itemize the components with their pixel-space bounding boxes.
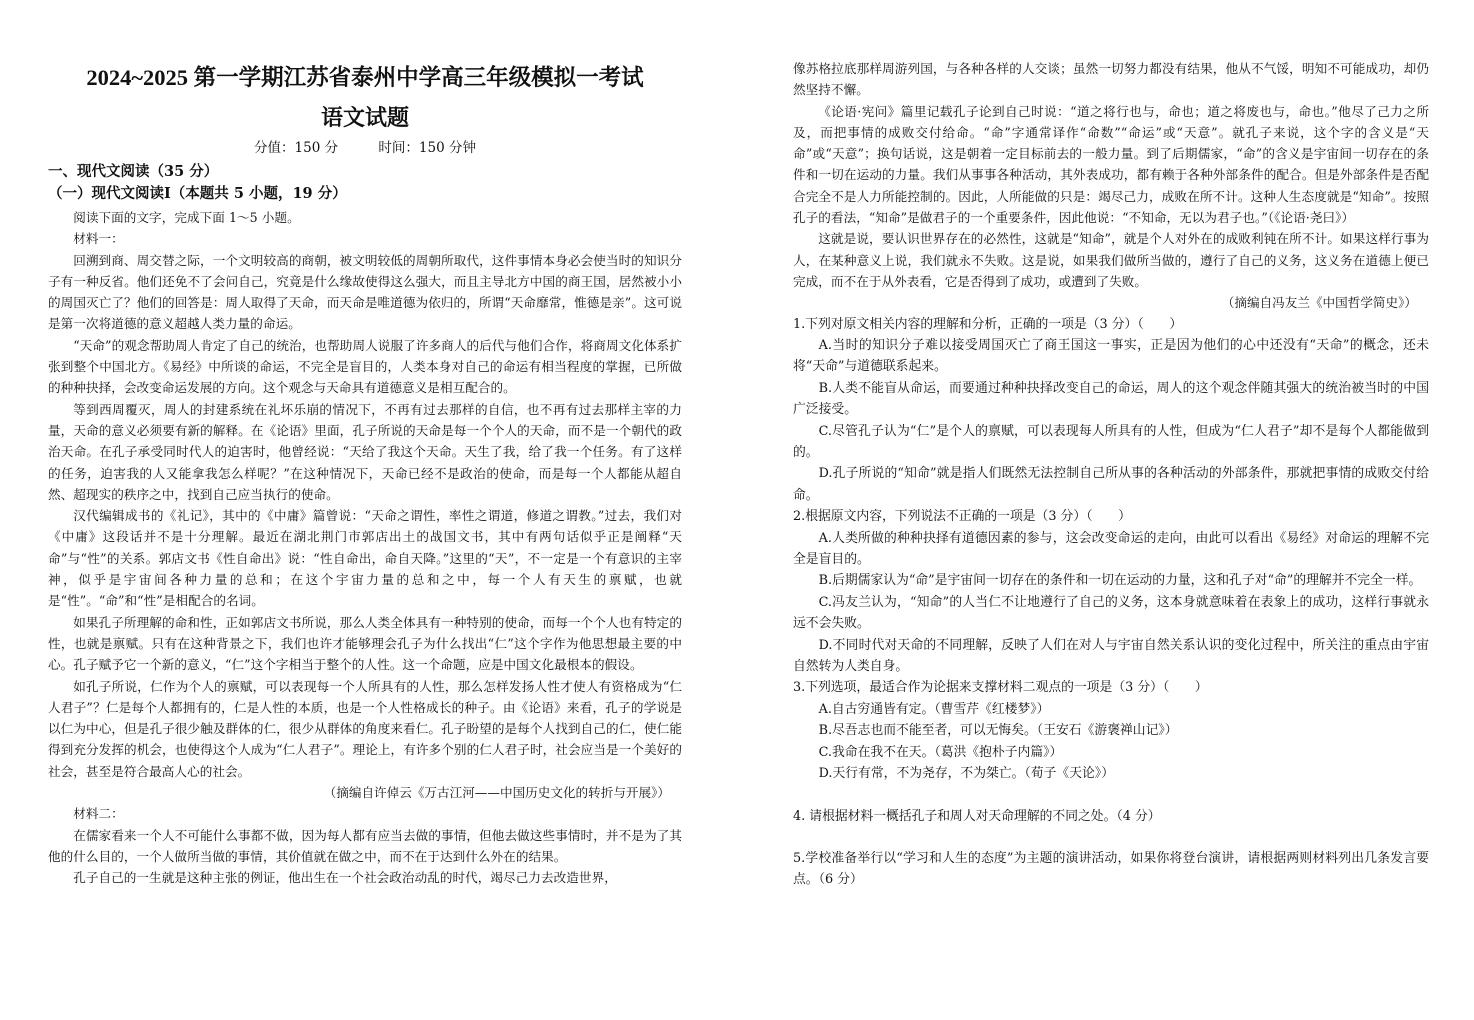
question-stem: 4. 请根据材料一概括孔子和周人对天命理解的不同之处。（4 分） [793,808,1161,824]
material1-paragraph: 如孔子所说，仁作为个人的禀赋，可以表现每一个人所具有的人性，那么怎样发扬人性才使人有资格成为“仁人君子”？仁是每个人都拥有的，仁是人性的本质，也是一个人性格成长的种子。由《论语》来看，孔子的学说是以仁为中心，但是孔子很少触及群体的仁，很少从群体的角度来看仁。孔子盼望的是每个人找到自己的仁，使仁能得到充分发挥的机会，也使得这个人成为“仁人君子”。理论上，有许多个别的仁人君子时，社会应当是一个美好的社会，甚至是符合最高人心的社会。 [48,678,682,779]
section-heading: 一、现代文阅读（35 分） [48,163,219,180]
material2-continuation: 像苏格拉底那样周游列国，与各种各样的人交谈；虽然一切努力都没有结果，他从不气馁，明知不可能成功，却仍然坚持不懈。 [793,61,1429,98]
instruction: 阅读下面的文字，完成下面 1～5 小题。 [73,210,300,225]
question-option: D.孔子所说的“知命”就是指人们既然无法控制自己所从事的各种活动的外部条件，那就把事情的成败交付给命。 [793,466,1429,503]
exam-meta [48,137,682,159]
exam-subtitle: 语文试题 [320,105,409,130]
left-column [48,0,682,1020]
question-stem: 3.下列选项，最适合作为论据来支撑材料二观点的一项是（3 分）（ ） [793,680,1208,696]
question-stem: 5.学校准备举行以“学习和人生的态度”为主题的演讲活动，如果你将登台演讲，请根据两则材料列出几条发言要点。（6 分） [793,850,1429,888]
time-label: 时间：150 分钟 [378,140,476,156]
score-label: 分值：150 分 [254,140,339,156]
question-option: B.人类不能盲从命运，而要通过种种抉择改变自己的命运，周人的这个观念伴随其强大的统治被当时的中国广泛接受。 [793,380,1429,418]
material1-paragraph: 回溯到商、周交替之际，一个文明较高的商朝，被文明较低的周朝所取代，这件事情本身必会使当时的知识分子有一种反省。他们还免不了会问自己，究竟是什么缘故使得这么强大，而且主导北方中国的商王国，居然被小小的周国灭亡了？他们的回答是：周人取得了天命，而天命是唯道德为依归的，所谓“天命靡常，惟德是亲”。这可说是第一次将道德的意义超越人类力量的命运。 [48,252,682,332]
material2-paragraph: 《论语·宪问》篇里记载孔子论到自己时说：“道之将行也与，命也；道之将废也与，命也。”他尽了己力之所及，而把事情的成败交付给命。“命”字通常译作“命数”“命运”或“天意”。就孔子来说，这个字的含义是“天命”或“天意”；换句话说，这是朝着一定目标前去的一般力量。到了后期儒家，“命”的含义是宇宙间一切存在的条件和一切在运动的力量。我们从事事各种活动，其外表成功，都有赖于各种外部条件的配合。但是外部条件是否配合完全不是人力所能控制的。因此，人所能做的只是：竭尽己力，成败在所不计。这种人生态度就是“知命”。按照孔子的看法，“知命”是做君子的一个重要条件，因此他说：“不知命，无以为君子也。”（《论语·尧曰》） [793,103,1429,226]
subsection-heading: （一）现代文阅读Ⅰ（本题共 5 小题，19 分） [48,185,347,202]
material1-paragraph: 如果孔子所理解的命和性，正如郭店文书所说，那么人类全体具有一种特别的使命，而每一个个人也有特定的性，也就是禀赋。只有在这种背景之下，我们也许才能够理会孔子为什么找出“仁”这个字作为他思想最主要的中心。孔子赋予它一个新的意义，“仁”这个字相当于整个的人性。这一个命题，应是中国文化最根本的假设。 [48,614,682,673]
question-option: C.冯友兰认为，“知命”的人当仁不让地遵行了自己的义务，这本身就意味着在表象上的成功，这样行事就永远不会失败。 [793,594,1429,632]
question-stem: 1.下列对原文相关内容的理解和分析，正确的一项是（3 分）（ ） [793,316,1183,332]
right-column [793,0,1429,1020]
material1-paragraph: “天命”的观念帮助周人肯定了自己的统治，也帮助周人说服了许多商人的后代与他们合作，将商周文化体系扩张到整个中国北方。《易经》中所谈的命运，不完全是盲目的，人类本身对自己的命运有相当程度的掌握，已所做的种种抉择，会改变命运发展的方向。这个观念与天命具有道德意义是相互配合的。 [48,337,682,396]
material2-paragraph: 在儒家看来一个人不可能什么事都不做，因为每人都有应当去做的事情，但他去做这些事情时，并不是为了其他的什么目的，一个人做所当做的事情，其价值就在做之中，而不在于达到什么外在的结果。 [48,827,682,864]
material2-paragraph: 孔子自己的一生就是这种主张的例证，他出生在一个社会政治动乱的时代，竭尽己力去改造世界， [73,870,617,886]
material1-source: （摘编自许倬云《万古江河——中国历史文化的转折与开展》） [323,785,670,801]
material2-label: 材料二： [73,806,124,822]
spacer [793,827,1429,848]
material1-label: 材料一： [73,231,124,247]
question-option: D.天行有常，不为尧存，不为桀亡。（荀子《天论》） [818,766,1114,782]
question-option: B.尽吾志也而不能至者，可以无悔矣。（王安石《游褒禅山记》） [818,723,1178,739]
question-option: A.自古穷通皆有定。（曹雪芹《红楼梦》） [818,701,1050,717]
material2-paragraph: 这就是说，要认识世界存在的必然性，这就是“知命”，就是个人对外在的成败利钝在所不计。如果这样行事为人，在某种意义上说，我们就永不失败。这是说，如果我们做所当做的，遵行了自己的义务，这义务在道德上便已完成，而不在于从外表看，它是否得到了成功，或遭到了失败。 [793,231,1429,289]
question-option: B.后期儒家认为“命”是宇宙间一切存在的条件和一切在运动的力量，这和孔子对“命”的理解并不完全一样。 [818,573,1422,589]
question-option: C.尽管孔子认为“仁”是个人的禀赋，可以表现每人所具有的人性，但成为“仁人君子”却不是每个人都能做到的。 [793,423,1429,460]
question-option: C.我命在我不在天。（葛洪《抱朴子内篇》） [818,744,1063,760]
exam-title: 2024~2025 第一学期江苏省泰州中学高三年级模拟一考试 [86,65,644,90]
material1-paragraph: 等到西周覆灭，周人的封建系统在礼坏乐崩的情况下，不再有过去那样的自信，也不再有过去那样主宰的力量，天命的意义必须要有新的解释。在《论语》里面，孔子所说的天命是每一个个人的天命，而不是一个朝代的政治天命。在孔子承受同时代人的迫害时，他曾经说：“天给了我这个天命。天生了我，给了我一个任务。有了这样的任务，迫害我的人又能拿我怎么样呢？”在这种情况下，天命已经不是政治的使命，而是每一个人都能从超自然、超现实的秩序之中，找到自己应当执行的使命。 [48,401,682,502]
spacer [793,785,1429,806]
question-option: A.当时的知识分子难以接受周国灭亡了商王国这一事实，正是因为他们的心中还没有“天命”的概念，还未将“天命”与道德联系起来。 [793,337,1429,375]
material1-paragraph: 汉代编辑成书的《礼记》，其中的《中庸》篇曾说：“天命之谓性，率性之谓道，修道之谓教。”过去，我们对《中庸》这段话并不是十分理解。最近在湖北荆门市郭店出土的战国文书，其中有两句话似乎正是阐释“天命”与“性”的关系。郭店文书《性自命出》说：“性自命出，命自天降。”这里的“天”，不一定是一个有意识的主宰神，似乎是宇宙间各种力量的总和；在这个宇宙力量的总和之中，每一个人有天生的禀赋，也就是“性”。“命”和“性”是相配合的名词。 [48,508,682,609]
question-option: A.人类所做的种种抉择有道德因素的参与，这会改变命运的走向，由此可以看出《易经》对命运的理解不完全是盲目的。 [793,530,1429,568]
question-stem: 2.根据原文内容，下列说法不正确的一项是（3 分）（ ） [793,509,1131,525]
question-option: D.不同时代对天命的不同理解，反映了人们在对人与宇宙自然关系认识的变化过程中，所关注的重点由宇宙自然转为人类自身。 [793,637,1429,675]
material2-source: （摘编自冯友兰《中国哲学简史》） [1221,295,1417,311]
